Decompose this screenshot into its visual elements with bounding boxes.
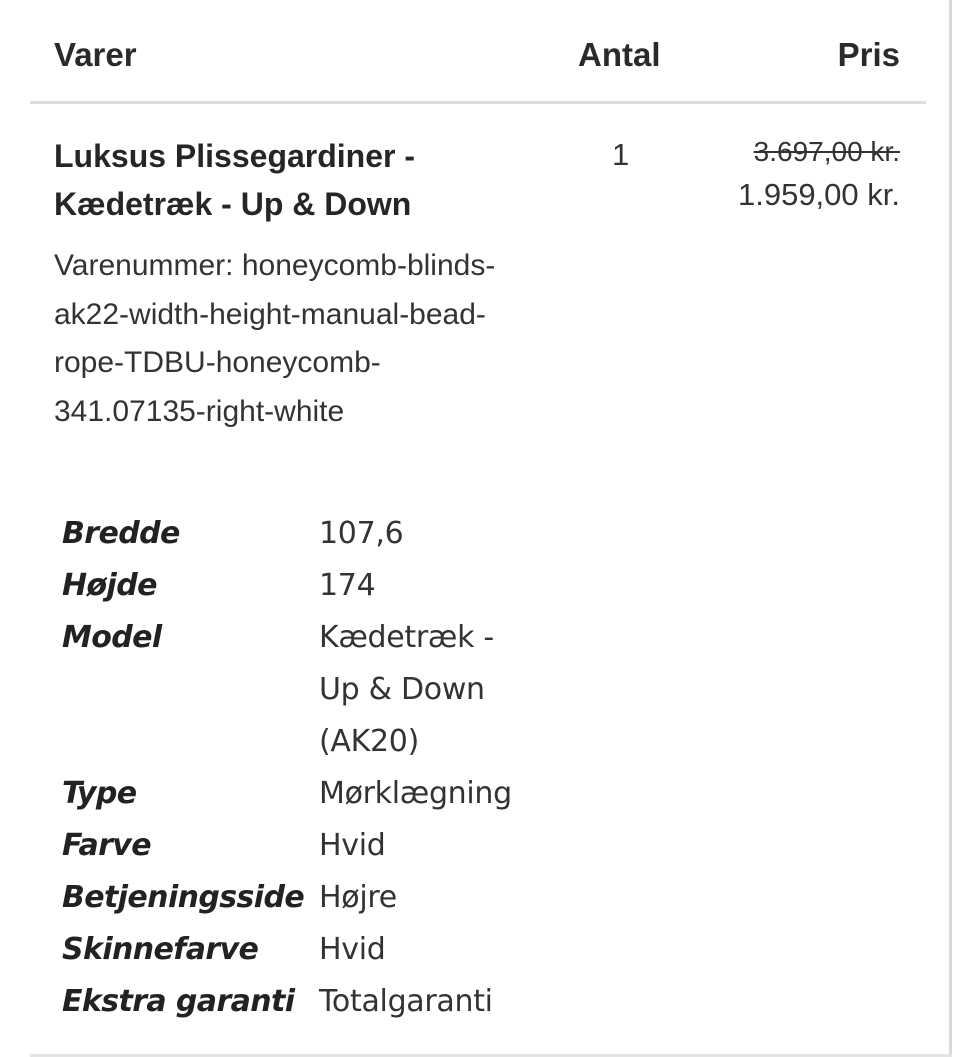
header-items: Varer — [54, 36, 137, 73]
attribute-row-color — [62, 820, 582, 872]
attribute-value: Hvid — [319, 828, 386, 863]
attribute-row-model — [62, 612, 582, 768]
attribute-key: Ekstra garanti — [62, 984, 295, 1019]
attribute-value: Hvid — [319, 932, 386, 967]
header-divider — [30, 101, 926, 104]
attribute-value: Kædetræk - Up & Down (AK20) — [319, 620, 494, 759]
attribute-row-type — [62, 768, 582, 820]
sku-value: honeycomb-blinds-ak22-width-height-manual-bead-rope-TDBU-honeycomb-341.07135-right-white — [54, 249, 496, 428]
attribute-key: Model — [62, 620, 162, 655]
table-header — [0, 0, 960, 104]
header-quantity: Antal — [578, 36, 661, 73]
attribute-value: 107,6 — [319, 516, 404, 551]
attribute-key: Betjeningsside — [62, 880, 305, 915]
sku-label: Varenummer: — [54, 249, 234, 282]
product-attributes — [62, 508, 582, 1028]
product-quantity: 1 — [612, 137, 630, 172]
attribute-row-extra-warranty — [62, 976, 582, 1028]
header-price: Pris — [837, 36, 900, 73]
attribute-value: Højre — [319, 880, 397, 915]
attribute-row-rail-color — [62, 924, 582, 976]
attribute-row-width — [62, 508, 582, 560]
attribute-row-height — [62, 560, 582, 612]
attribute-value: Totalgaranti — [319, 984, 493, 1019]
sale-price: 1.959,00 kr. — [737, 177, 900, 212]
attribute-row-operating-side — [62, 872, 582, 924]
attribute-value: Mørklægning — [319, 776, 512, 811]
attribute-key: Bredde — [62, 516, 180, 551]
original-price: 3.697,00 kr. — [753, 136, 900, 167]
attribute-key: Type — [62, 776, 137, 811]
attribute-value: 174 — [319, 568, 376, 603]
attribute-key: Skinnefarve — [62, 932, 259, 967]
attribute-key: Farve — [62, 828, 151, 863]
product-sku — [54, 242, 504, 436]
attribute-key: Højde — [62, 568, 157, 603]
product-name: Luksus Plissegardiner - Kædetræk - Up & Down — [54, 138, 416, 222]
